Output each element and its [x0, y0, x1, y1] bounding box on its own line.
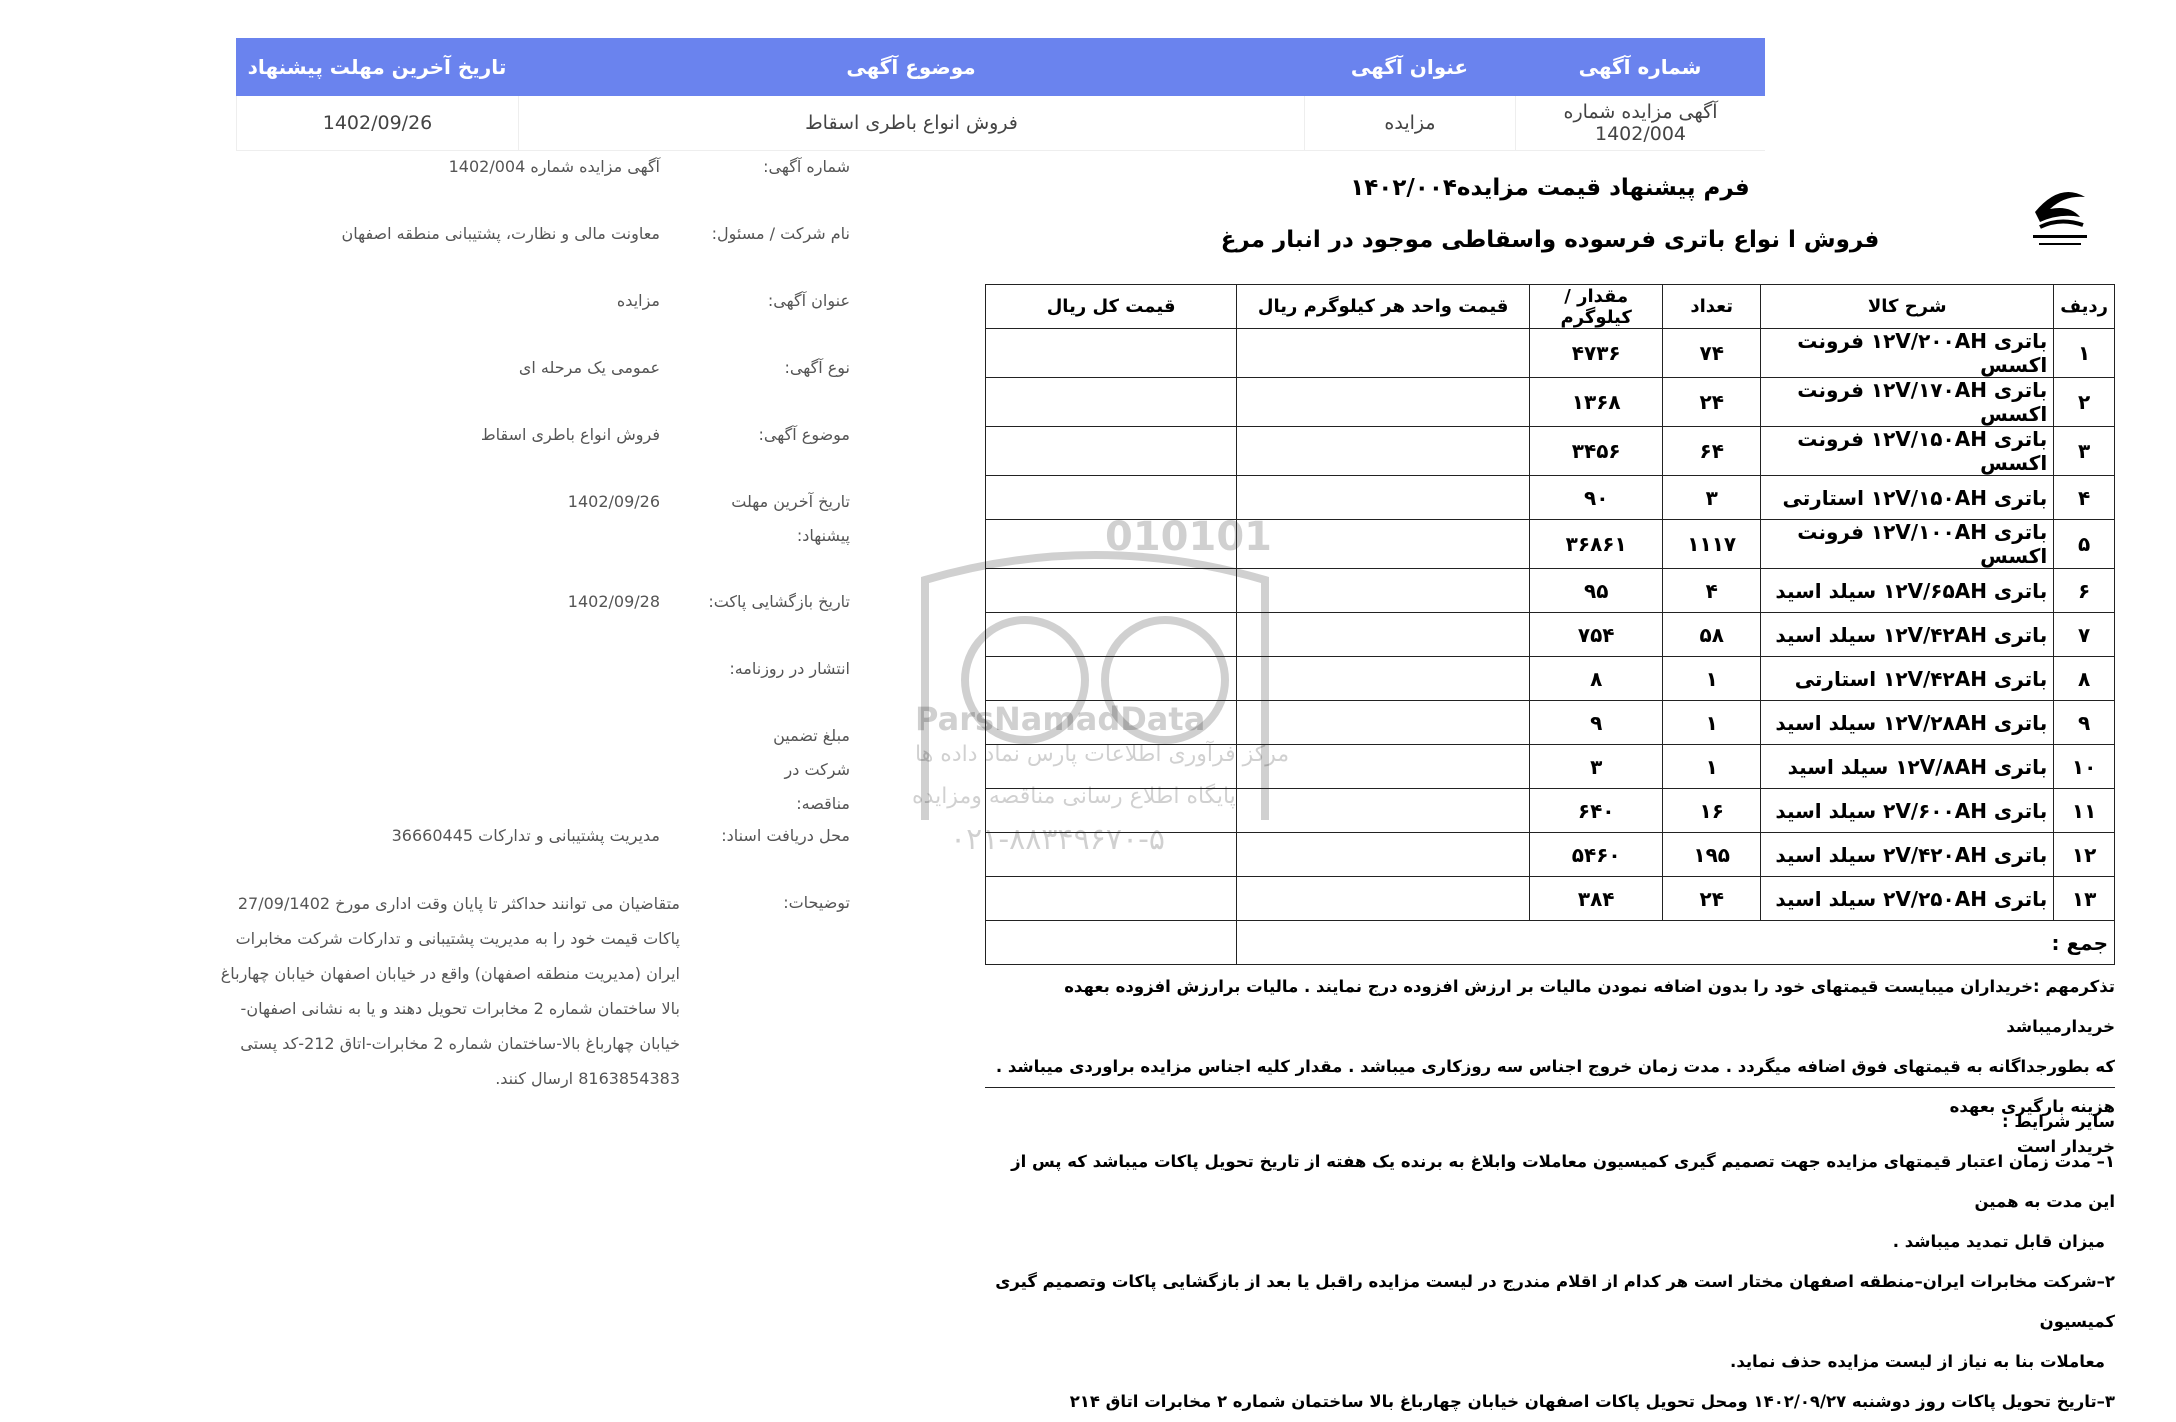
table-row: ۴ باتری ۱۲V/۱۵۰AH استارتی ۳ ۹۰ — [986, 476, 2115, 520]
value-deadline: 1402/09/26 — [236, 96, 518, 150]
table-row: ۹ باتری ۱۲V/۲۸AH سیلد اسید ۱ ۹ — [986, 701, 2115, 745]
summary-table — [236, 38, 1765, 151]
important-note: تذکرمهم :خریداران میبایست قیمتهای خود را بدون اضافه نمودن مالیات بر ارزش افزوده درج نمایند . مالیات برارزش افزوده بعهده خریدارمیباشد که بطورجداگانه به قیمتهای فوق اضافه میگردد . مدت زمان خروج اجناس سه روزکاری میباشد . مقدار کلیه اجناس مزایده براوردی میباشد . هزینه بارگیری بعهده خریدار است — [995, 977, 2115, 1156]
table-row: ۱۱ باتری ۲V/۶۰۰AH سیلد اسید ۱۶ ۶۴۰ — [986, 789, 2115, 833]
detail-row: تاریخ بازگشایی پاکت: 1402/09/28 — [567, 592, 850, 611]
watermark-line2: پایگاه اطلاع رسانی مناقصه ومزایده — [912, 784, 1236, 809]
table-row: ۱ باتری ۱۲V/۲۰۰AH فرونت اکسس ۷۴ ۴۷۳۶ — [986, 329, 2115, 378]
detail-row: انتشار در روزنامه: — [729, 659, 850, 678]
items-header-row: ردیف شرح کالا تعداد مقدار /کیلوگرم قیمت واحد هر کیلوگرم ریال قیمت کل ریال — [986, 285, 2115, 329]
watermark-phone: ۰۲۱-۸۸۳۴۹۶۷۰-۵ — [950, 822, 1166, 857]
table-row: ۱۳ باتری ۲V/۲۵۰AH سیلد اسید ۲۴ ۳۸۴ — [986, 877, 2115, 921]
detail-row: نام شرکت / مسئول: معاونت مالی و نظارت، پشتیبانی منطقه اصفهان — [341, 224, 850, 243]
table-row: ۵ باتری ۱۲V/۱۰۰AH فرونت اکسس ۱۱۱۷ ۳۶۸۶۱ — [986, 520, 2115, 569]
summary-header — [236, 38, 1765, 96]
detail-row: مبلغ تضمین شرکت در مناقصه: — [773, 726, 850, 813]
table-row: ۷ باتری ۱۲V/۴۲AH سیلد اسید ۵۸ ۷۵۴ — [986, 613, 2115, 657]
total-row: جمع : — [986, 921, 2115, 965]
detail-row: نوع آگهی: عمومی یک مرحله ای — [518, 358, 850, 377]
table-row: ۸ باتری ۱۲V/۴۲AH استارتی ۱ ۸ — [986, 657, 2115, 701]
table-row: ۱۲ باتری ۲V/۴۲۰AH سیلد اسید ۱۹۵ ۵۴۶۰ — [986, 833, 2115, 877]
watermark-brand: ParsNamadData — [915, 700, 1206, 738]
value-ad-subject: فروش انواع باطری اسقاط — [518, 96, 1304, 150]
table-row: ۱۰ باتری ۱۲V/۸AH سیلد اسید ۱ ۳ — [986, 745, 2115, 789]
other-conditions: سایر شرایط : ۱– مدت زمان اعتبار قیمتهای مزایده جهت تصمیم گیری کمیسیون معاملات وابلاغ به برنده یک هفته از تاریخ تحویل پاکات میباشد که پس از این مدت به همین میزان قابل تمدید میباشد . ۲–شرکت مخابرات ایران–منطقه اصفهان مختار است هر کدام از اقلام مندرج در لیست مزایده راقبل یا بعد از بازگشایی پاکات وتصمیم گیری کمیسیون معاملات بنا به نیاز از لیست مزایده حذف نماید. ۳–تاریخ تحویل پاکات روز دوشنبه ۱۴۰۲/۰۹/۲۷ ومحل تحویل پاکات اصفهان خیابان چهارباغ بالا ساختمان شماره ۲ مخابرات اتاق ۲۱۴ — [995, 1112, 2115, 1411]
form-subtitle: فروش ا نواع باتری فرسوده واسقاطی موجود در انبار مرغ — [1220, 227, 1880, 253]
form-title: فرم پیشنهاد قیمت مزایده۱۴۰۲/۰۰۴ — [1350, 175, 1750, 201]
detail-row: محل دریافت اسناد: مدیریت پشتیبانی و تدارکات 36660445 — [391, 826, 850, 845]
value-ad-number: آگهی مزایده شماره 1402/004 — [1515, 96, 1765, 150]
description-row: توضیحات: متقاضیان می توانند حداکثر تا پایان وقت اداری مورخ 27/09/1402 پاکات قیمت خود را به مدیریت پشتیبانی و تدارکات شرکت مخابرات ایران (مدیریت منطقه اصفهان) واقع در خیابان اصفهان خیابان چهارباغ بالا ساختمان شماره 2 مخابرات تحویل دهند و یا به نشانی اصفهان- خیابان چهارباغ بالا-ساختمان شماره 2 مخابرات-اتاق 212-کد پستی 8163854383 ارسال کنند. — [220, 893, 850, 1088]
header-deadline: تاریخ آخرین مهلت پیشنهاد — [247, 55, 507, 79]
watermark-line1: مرکز فرآوری اطلاعات پارس نماد داده ها — [915, 742, 1290, 767]
table-row: ۶ باتری ۱۲V/۶۵AH سیلد اسید ۴ ۹۵ — [986, 569, 2115, 613]
watermark-binary: 010101 — [1105, 520, 1272, 560]
table-row: ۲ باتری ۱۲V/۱۷۰AH فرونت اکسس ۲۴ ۱۳۶۸ — [986, 378, 2115, 427]
table-row: ۳ باتری ۱۲V/۱۵۰AH فرونت اکسس ۶۴ ۳۴۵۶ — [986, 427, 2115, 476]
bid-form — [985, 157, 2115, 1411]
detail-row: عنوان آگهی: مزایده — [616, 291, 850, 310]
header-ad-number: شماره آگهی — [1578, 55, 1702, 79]
value-ad-title: مزایده — [1304, 96, 1515, 150]
divider — [985, 1087, 2115, 1088]
detail-row: تاریخ آخرین مهلت پیشنهاد: 1402/09/26 — [567, 492, 850, 545]
header-ad-subject: موضوع آگهی — [846, 55, 976, 79]
items-table — [985, 284, 2115, 965]
detail-row: شماره آگهی: آگهی مزایده شماره 1402/004 — [448, 157, 850, 176]
summary-row — [236, 96, 1765, 151]
header-ad-title: عنوان آگهی — [1350, 55, 1469, 79]
detail-row: موضوع آگهی: فروش انواع باطری اسقاط — [480, 425, 850, 444]
